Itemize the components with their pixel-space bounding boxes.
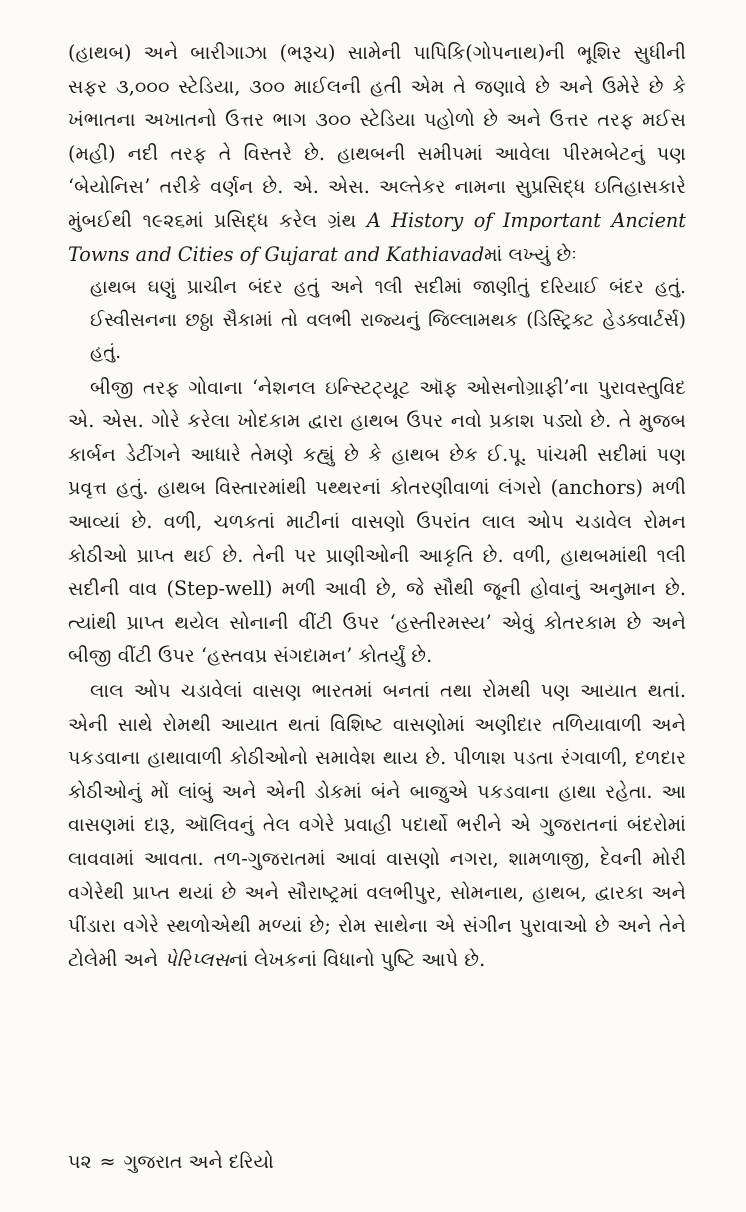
page-body: [68, 36, 686, 976]
footer-separator: ≈: [99, 1151, 116, 1173]
periplus-title: પેરિપ્લસ: [164, 947, 230, 971]
paragraph-1: [68, 36, 686, 271]
block-quote: હાથબ ઘણું પ્રાચીન બંદર હતું અને ૧લી સદીમાં જાણીતું દરિયાઈ બંદર હતું. ઈસ્વીસનના છઠ્ઠા સૈકામાં તો વલભી રાજ્યનું જિલ્લામથક (ડિસ્ટ્રિક્ટ હેડક્વાર્ટર્સ) હતું.: [90, 277, 686, 364]
paragraph-1-tail: માં લખ્યું છેઃ: [484, 242, 577, 266]
paragraph-3: [68, 674, 686, 976]
page-footer: [68, 1147, 274, 1177]
paragraph-2: બીજી તરફ ગોવાના ‘નેશનલ ઇન્સ્ટિટ્યૂટ ઑફ ઓસનોગ્રાફી’ના પુરાવસ્તુવિદ એ. એસ. ગોરે કરેલા ખોદકામ દ્વારા હાથબ ઉપર નવો પ્રકાશ પડ્યો છે. તે મુજબ કાર્બન ડેટીંગને આધારે તેમણે કહ્યું છે કે હાથબ છેક ઈ.પૂ. પાંચમી સદીમાં પણ પ્રવૃત્ત હતું. હાથબ વિસ્તારમાંથી પથ્થરનાં કોતરણીવાળાં લંગરો (anchors) મળી આવ્યાં છે. વળી, ચળકતાં માટીનાં વાસણો ઉપરાંત લાલ ઓપ ચડાવેલ રોમન કોઠીઓ પ્રાપ્ત થઈ છે. તેની પર પ્રાણીઓની આકૃતિ છે. વળી, હાથબમાંથી ૧લી સદીની વાવ (Step-well) મળી આવી છે, જે સૌથી જૂની હોવાનું અનુમાન છે. ત્યાંથી પ્રાપ્ત થયેલ સોનાની વીંટી ઉપર ‘હસ્તીરમસ્ય’ એવું કોતરકામ છે અને બીજી વીંટી ઉપર ‘હસ્તવપ્ર સંગદામન’ કોતર્યું છે.: [68, 375, 686, 668]
book-running-title: ગુજરાત અને દરિયો: [123, 1151, 274, 1173]
paragraph-3-tail: નાં લેખકનાં વિધાનો પુષ્ટિ આપે છે.: [229, 947, 486, 971]
paragraph-3-text: લાલ ઓપ ચડાવેલાં વાસણ ભારતમાં બનતાં તથા રોમથી પણ આયાત થતાં. એની સાથે રોમથી આયાત થતાં વિશિષ્ટ વાસણોમાં અણીદાર તળિયાવાળી અને પકડવાના હાથાવાળી કોઠીઓનો સમાવેશ થાય છે. પીળાશ પડતા રંગવાળી, દળદાર કોઠીઓનું મોં લાંબું અને એની ડોકમાં બંને બાજુએ પકડવાના હાથા રહેતા. આ વાસણમાં દારૂ, ઑલિવનું તેલ વગેરે પ્રવાહી પદાર્થો ભરીને એ ગુજરાતનાં બંદરોમાં લાવવામાં આવતા. તળ-ગુજરાતમાં આવાં વાસણો નગરા, શામળાજી, દેવની મોરી વગેરેથી પ્રાપ્ત થયાં છે અને સૌરાષ્ટ્રમાં વલભીપુર, સોમનાથ, હાથબ, દ્વારકા અને પીંડારા વગેરે સ્થળોએથી મળ્યાં છે; રોમ સાથેના એ સંગીન પુરાવાઓ છે અને તેને ટોલેમી અને: [68, 679, 686, 971]
book-title: A History of Important Ancient Towns and Cities of Gujarat and Kathiavad: [68, 208, 686, 266]
page-number: ૫૨: [68, 1151, 92, 1173]
paragraph-1-text: (હાથબ) અને બારીગાઝા (ભરૂચ) સામેની પાપિકિ(ગોપનાથ)ની ભૂશિર સુધીની સફર ૩,૦૦૦ સ્ટેડિયા, ૩૦૦ માઈલની હતી એમ તે જણાવે છે અને ઉમેરે છે કે ખંભાતના અખાતનો ઉત્તર ભાગ ૩૦૦ સ્ટેડિયા પહોળો છે અને ઉત્તર તરફ મઈસ (મહી) નદી તરફ તે વિસ્તરે છે. હાથબની સમીપમાં આવેલા પીરમબેટનું પણ ‘બેયોનિસ’ તરીકે વર્ણન છે. એ. એસ. અલ્તેકર નામના સુપ્રસિદ્ધ ઇતિહાસકારે મુંબઈથી ૧૯૨૬માં પ્રસિદ્ધ કરેલ ગ્રંથ: [68, 41, 686, 232]
